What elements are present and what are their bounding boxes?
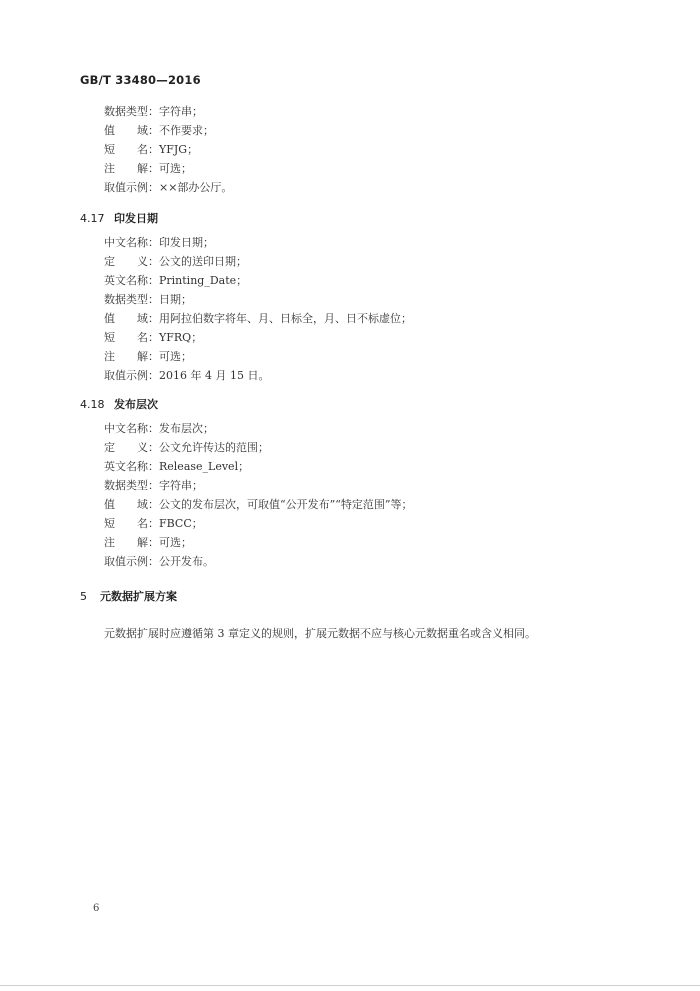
section-title: 印发日期 [114,212,158,225]
field-line: 数据类型：字符串； [104,105,203,118]
field-line: 值 域：用阿拉伯数字将年、月、日标全，月、日不标虚位； [104,312,412,325]
section-heading-5 [80,588,177,604]
standard-number-header: GB/T 33480—2016 [80,73,201,87]
field-line: 中文名称：印发日期； [104,236,214,249]
field-line: 数据类型：字符串； [104,479,203,492]
field-line: 取值示例：公开发布。 [104,555,214,568]
section-number: 4.17 [80,212,105,225]
field-line: 数据类型：日期； [104,293,192,306]
section-heading-4-18 [80,396,158,412]
field-line: 英文名称：Printing_Date； [104,274,248,287]
field-line: 定 义：公文允许传达的范围； [104,441,269,454]
field-line: 短 名：FBCC； [104,517,203,530]
body-paragraph: 元数据扩展时应遵循第 3 章定义的规则，扩展元数据不应与核心元数据重名或含义相同。 [104,627,536,640]
field-line: 值 域：不作要求； [104,124,214,137]
field-line: 定 义：公文的送印日期； [104,255,247,268]
section-number: 4.18 [80,398,105,411]
section-title: 元数据扩展方案 [100,590,177,603]
field-line: 注 解：可选； [104,536,192,549]
field-line: 注 解：可选； [104,350,192,363]
field-line: 中文名称：发布层次； [104,422,214,435]
section-heading-4-17 [80,210,158,226]
field-line: 短 名：YFJG； [104,143,199,156]
section-number: 5 [80,590,87,603]
field-line: 短 名：YFRQ； [104,331,203,344]
field-line: 取值示例：××部办公厅。 [104,181,233,194]
page-number: 6 [93,903,100,914]
page-bottom-edge [0,985,700,986]
field-line: 取值示例：2016 年 4 月 15 日。 [104,369,270,382]
field-line: 注 解：可选； [104,162,192,175]
field-line: 英文名称：Release_Level； [104,460,250,473]
field-line: 值 域：公文的发布层次，可取值“公开发布”“特定范围”等； [104,498,413,511]
section-title: 发布层次 [114,398,158,411]
